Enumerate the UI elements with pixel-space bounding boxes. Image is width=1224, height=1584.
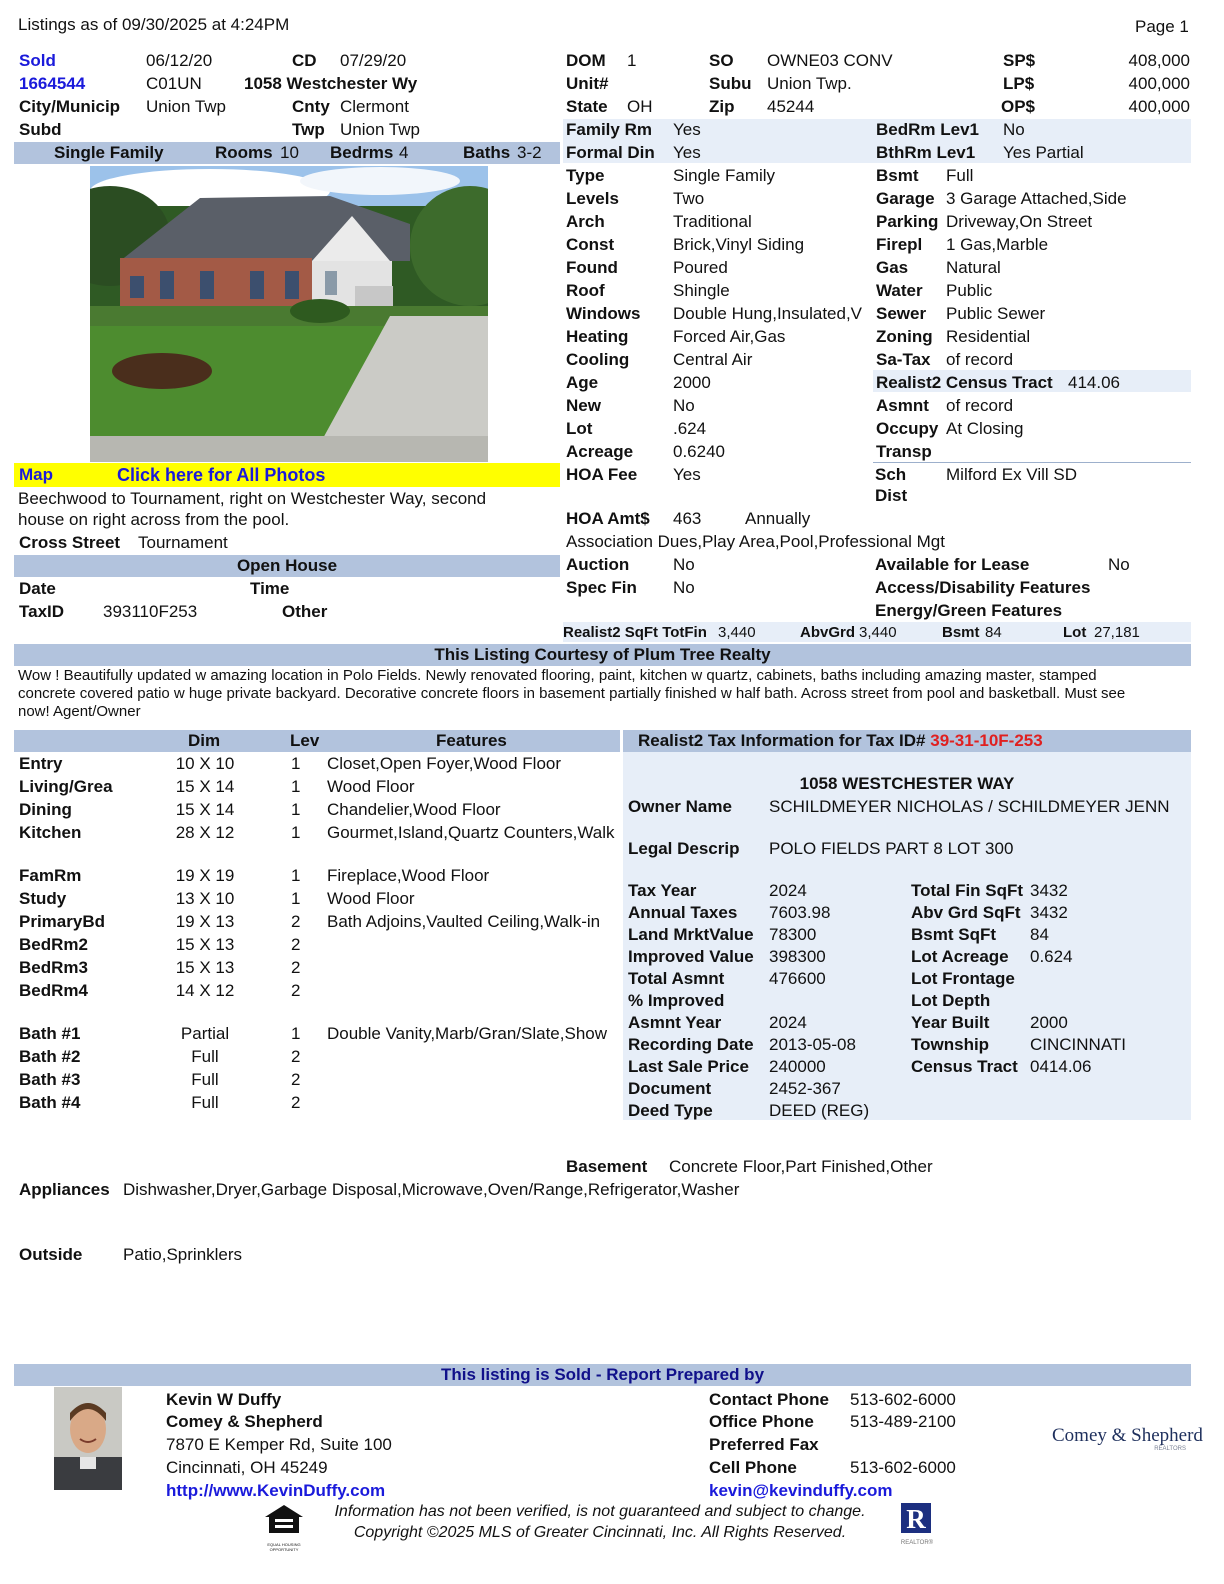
tax-value: 3432 bbox=[1030, 903, 1068, 922]
room-dim: Full bbox=[191, 1070, 219, 1089]
room-name: Bath #2 bbox=[19, 1047, 81, 1066]
svg-text:R: R bbox=[906, 1504, 926, 1534]
feature-value: Yes Partial bbox=[1003, 143, 1084, 162]
feature-label: Garage bbox=[876, 189, 935, 208]
room-features: Closet,Open Foyer,Wood Floor bbox=[327, 754, 562, 773]
courtesy: This Listing Courtesy of Plum Tree Realty bbox=[434, 645, 771, 664]
op: 400,000 bbox=[1128, 97, 1190, 116]
feature-label: Realist2 Census Tract bbox=[876, 373, 1053, 392]
room-features: Double Vanity,Marb/Gran/Slate,Show bbox=[327, 1024, 608, 1043]
realtor-icon bbox=[897, 1501, 941, 1545]
oh-date-label: Date bbox=[19, 579, 56, 598]
cd-label: CD bbox=[292, 51, 317, 70]
abvgrd-label: AbvGrd bbox=[800, 624, 856, 641]
sqft-bsmt: 84 bbox=[985, 624, 1002, 641]
zip: 45244 bbox=[767, 97, 815, 116]
remarks-line-1: Wow ! Beautifully updated w amazing location in Polo Fields. Newly renovated flooring, paint, kitchen w quartz, cabinets, baths including amazing master, stamped bbox=[18, 667, 1097, 684]
cell-phone-label: Cell Phone bbox=[709, 1458, 797, 1477]
map-link[interactable]: Map bbox=[19, 465, 53, 484]
baths-label: Baths bbox=[463, 143, 511, 162]
all-photos-link[interactable]: Click here for All Photos bbox=[117, 465, 326, 485]
sp-label: SP$ bbox=[1003, 51, 1036, 70]
room-level: 2 bbox=[291, 935, 301, 954]
tax-label: Lot Frontage bbox=[911, 969, 1015, 988]
feature-value: Yes bbox=[673, 143, 701, 162]
owner-name: SCHILDMEYER NICHOLAS / SCHILDMEYER JENN bbox=[769, 797, 1170, 816]
room-name: BedRm2 bbox=[19, 935, 88, 954]
so: OWNE03 CONV bbox=[767, 51, 893, 70]
disclaimer-line-1: Information has not been verified, is not guaranteed and subject to change. bbox=[334, 1503, 866, 1520]
company-logo-text: Comey & Shepherd bbox=[1052, 1425, 1203, 1446]
agent-city: Cincinnati, OH 45249 bbox=[166, 1458, 328, 1477]
feature-value: Poured bbox=[673, 258, 728, 277]
remarks-line-2: concrete covered patio w huge private backyard. Decorative concrete floors in basement partially finished w half bath. Across street from pool and basketball. Must see bbox=[18, 685, 1126, 702]
tax-label: Lot Acreage bbox=[911, 947, 1009, 966]
tax-label: Abv Grd SqFt bbox=[911, 903, 1021, 922]
rooms-dim-header: Dim bbox=[188, 731, 221, 750]
city: Union Twp bbox=[146, 97, 227, 116]
room-features: Chandelier,Wood Floor bbox=[327, 800, 501, 819]
bedrms-count: 4 bbox=[399, 143, 409, 162]
company-logo-sub: REALTORS bbox=[1154, 1446, 1186, 1452]
feature-value: of record bbox=[946, 396, 1014, 415]
legal-label: Legal Descrip bbox=[628, 839, 740, 858]
access-label: Access/Disability Features bbox=[875, 578, 1091, 597]
taxid: 393110F253 bbox=[103, 602, 198, 621]
subd-label: Subd bbox=[19, 120, 62, 139]
room-dim: 28 X 12 bbox=[175, 823, 235, 842]
basement-label: Basement bbox=[566, 1157, 648, 1176]
owner-label: Owner Name bbox=[628, 797, 732, 816]
feature-value: Driveway,On Street bbox=[946, 212, 1093, 231]
sp: 408,000 bbox=[1128, 51, 1190, 70]
dom-label: DOM bbox=[566, 51, 606, 70]
cd-date: 07/29/20 bbox=[340, 51, 407, 70]
tax-address: 1058 WESTCHESTER WAY bbox=[799, 774, 1015, 793]
mls-number-link[interactable]: 1664544 bbox=[19, 74, 86, 93]
lp-label: LP$ bbox=[1003, 74, 1035, 93]
tax-value: 398300 bbox=[769, 947, 826, 966]
feature-value: 3 Garage Attached,Side bbox=[946, 189, 1127, 208]
office-phone: 513-489-2100 bbox=[850, 1412, 956, 1431]
feature-value: Shingle bbox=[673, 281, 730, 300]
room-features: Fireplace,Wood Floor bbox=[327, 866, 490, 885]
agent-street: 7870 E Kemper Rd, Suite 100 bbox=[166, 1435, 392, 1454]
room-level: 2 bbox=[291, 981, 301, 1000]
report-title: Listings as of 09/30/2025 at 4:24PM bbox=[18, 15, 290, 34]
status: Sold bbox=[19, 51, 56, 70]
feature-value: Central Air bbox=[673, 350, 753, 369]
tax-value: 2024 bbox=[769, 1013, 807, 1032]
energy-label: Energy/Green Features bbox=[875, 601, 1063, 620]
realtor-text: REALTOR® bbox=[900, 1540, 934, 1546]
room-dim: 15 X 13 bbox=[175, 935, 235, 954]
feature-value: 1 Gas,Marble bbox=[946, 235, 1049, 254]
room-dim: Full bbox=[191, 1047, 219, 1066]
agent-photo bbox=[54, 1387, 122, 1490]
feature-label: Arch bbox=[566, 212, 605, 231]
unit-label: Unit# bbox=[566, 74, 609, 93]
lp: 400,000 bbox=[1128, 74, 1190, 93]
room-dim: Partial bbox=[180, 1024, 230, 1043]
room-dim: 15 X 13 bbox=[175, 958, 235, 977]
feature-value: Two bbox=[673, 189, 705, 208]
room-name: Bath #3 bbox=[19, 1070, 81, 1089]
room-name: Living/Grea bbox=[19, 777, 113, 796]
room-level: 1 bbox=[291, 866, 301, 885]
room-level: 1 bbox=[291, 777, 301, 796]
tax-value: 2024 bbox=[769, 881, 807, 900]
room-dim: 10 X 10 bbox=[175, 754, 235, 773]
auction-label: Auction bbox=[566, 555, 630, 574]
feature-label: New bbox=[566, 396, 601, 415]
room-level: 1 bbox=[291, 889, 301, 908]
feature-value: Residential bbox=[946, 327, 1031, 346]
dom: 1 bbox=[627, 51, 637, 70]
feature-value: Public bbox=[946, 281, 993, 300]
room-level: 1 bbox=[291, 823, 301, 842]
feature-value: Full bbox=[946, 166, 974, 185]
room-level: 2 bbox=[291, 1093, 301, 1112]
feature-value: Double Hung,Insulated,V bbox=[673, 304, 863, 323]
abvgrd: 3,440 bbox=[859, 624, 897, 641]
feature-value: .624 bbox=[673, 419, 707, 438]
room-level: 1 bbox=[291, 800, 301, 819]
feature-value: Traditional bbox=[673, 212, 752, 231]
feature-value: No bbox=[673, 396, 695, 415]
feature-label: Found bbox=[566, 258, 618, 277]
state: OH bbox=[627, 97, 653, 116]
subu-label: Subu bbox=[709, 74, 752, 93]
twp-label: Twp bbox=[292, 120, 325, 139]
tax-value: 0.624 bbox=[1030, 947, 1073, 966]
tax-value: 78300 bbox=[769, 925, 817, 944]
legal-description: POLO FIELDS PART 8 LOT 300 bbox=[769, 839, 1014, 858]
tax-value: 240000 bbox=[769, 1057, 826, 1076]
op-label: OP$ bbox=[1001, 97, 1036, 116]
tax-label: Improved Value bbox=[628, 947, 754, 966]
property-type: Single Family bbox=[54, 143, 164, 162]
tax-label: Total Asmnt bbox=[628, 969, 725, 988]
feature-label: Roof bbox=[566, 281, 605, 300]
feature-label: Cooling bbox=[566, 350, 630, 369]
feature-label: Sewer bbox=[876, 304, 927, 323]
room-features: Bath Adjoins,Vaulted Ceiling,Walk-in bbox=[327, 912, 601, 931]
oh-time-label: Time bbox=[250, 579, 290, 598]
room-dim: 13 X 10 bbox=[175, 889, 235, 908]
tax-label: Tax Year bbox=[628, 881, 697, 900]
cnty: Clermont bbox=[340, 97, 409, 116]
city-label: City/Municip bbox=[19, 97, 121, 116]
tax-value: CINCINNATI bbox=[1030, 1035, 1127, 1054]
other-label: Other bbox=[282, 602, 328, 621]
feature-label: Levels bbox=[566, 189, 619, 208]
room-dim: 15 X 14 bbox=[175, 777, 235, 796]
appliances: Dishwasher,Dryer,Garbage Disposal,Microwave,Oven/Range,Refrigerator,Washer bbox=[123, 1180, 740, 1199]
hoa-includes: Association Dues,Play Area,Pool,Professional Mgt bbox=[566, 532, 945, 551]
tax-label: Land MrktValue bbox=[628, 925, 754, 944]
feature-value: Yes bbox=[673, 120, 701, 139]
directions-line-1: Beechwood to Tournament, right on Westchester Way, second bbox=[18, 489, 487, 508]
tax-value: DEED (REG) bbox=[769, 1101, 870, 1120]
lease-label: Available for Lease bbox=[875, 555, 1030, 574]
feature-label: BedRm Lev1 bbox=[876, 120, 979, 139]
room-dim: Full bbox=[191, 1093, 219, 1112]
feature-value: At Closing bbox=[946, 419, 1024, 438]
hoa-freq: Annually bbox=[745, 509, 811, 528]
auction: No bbox=[673, 555, 695, 574]
feature-label: Zoning bbox=[876, 327, 933, 346]
tax-label: Document bbox=[628, 1079, 712, 1098]
feature-value: 0.6240 bbox=[673, 442, 725, 461]
hoa-fee: Yes bbox=[673, 465, 701, 484]
sch-label-1: Sch bbox=[875, 465, 907, 484]
tax-label: Last Sale Price bbox=[628, 1057, 749, 1076]
agent-company: Comey & Shepherd bbox=[166, 1412, 323, 1431]
sqft-label: Realist2 SqFt TotFin bbox=[563, 624, 707, 641]
room-dim: 14 X 12 bbox=[175, 981, 235, 1000]
cnty-label: Cnty bbox=[292, 97, 330, 116]
tax-value: 7603.98 bbox=[769, 903, 831, 922]
sqft-bsmt-label: Bsmt bbox=[942, 624, 980, 641]
tax-label: Recording Date bbox=[628, 1035, 754, 1054]
tax-value: 3432 bbox=[1030, 881, 1068, 900]
cross-street: Tournament bbox=[138, 533, 228, 552]
tax-label: Bsmt SqFt bbox=[911, 925, 996, 944]
rooms-count: 10 bbox=[280, 143, 299, 162]
cell-phone: 513-602-6000 bbox=[850, 1458, 956, 1477]
cross-street-label: Cross Street bbox=[19, 533, 121, 552]
tax-label: Deed Type bbox=[628, 1101, 713, 1120]
feature-label: Transp bbox=[876, 442, 932, 461]
feature-label: Family Rm bbox=[566, 120, 652, 139]
hoa-amt: 463 bbox=[673, 509, 702, 528]
feature-label: Asmnt bbox=[876, 396, 929, 415]
baths-count: 3-2 bbox=[517, 143, 542, 162]
feature-label: Gas bbox=[876, 258, 909, 277]
room-name: Bath #4 bbox=[19, 1093, 81, 1112]
rooms-lev-header: Lev bbox=[290, 731, 320, 750]
school-district: Milford Ex Vill SD bbox=[946, 465, 1077, 484]
feature-label: Bsmt bbox=[876, 166, 919, 185]
room-features: Gourmet,Island,Quartz Counters,Walk bbox=[327, 823, 615, 842]
room-name: BedRm4 bbox=[19, 981, 88, 1000]
room-name: Entry bbox=[19, 754, 63, 773]
tax-label: Census Tract bbox=[911, 1057, 1018, 1076]
room-dim: 19 X 13 bbox=[175, 912, 235, 931]
sqft-lot-label: Lot bbox=[1063, 624, 1087, 641]
feature-value: 2000 bbox=[673, 373, 711, 392]
address: 1058 Westchester Wy bbox=[244, 74, 418, 93]
tax-label: Lot Depth bbox=[911, 991, 991, 1010]
tax-label: Total Fin SqFt bbox=[911, 881, 1024, 900]
tax-label: Asmnt Year bbox=[628, 1013, 722, 1032]
open-house-title: Open House bbox=[236, 556, 338, 575]
room-name: BedRm3 bbox=[19, 958, 88, 977]
lease: No bbox=[1108, 555, 1130, 574]
feature-value: Public Sewer bbox=[946, 304, 1046, 323]
tax-value: 0414.06 bbox=[1030, 1057, 1092, 1076]
specfin-label: Spec Fin bbox=[566, 578, 637, 597]
state-label: State bbox=[566, 97, 608, 116]
equal-housing-text: EQUAL HOUSING OPPORTUNITY bbox=[267, 1542, 301, 1552]
room-name: Study bbox=[19, 889, 67, 908]
feature-label: Formal Din bbox=[566, 143, 655, 162]
room-dim: 19 X 19 bbox=[175, 866, 235, 885]
feature-divider bbox=[873, 462, 1191, 463]
feature-label: Heating bbox=[566, 327, 629, 346]
feature-value: 414.06 bbox=[1068, 373, 1120, 392]
footer-banner: This listing is Sold - Report Prepared by bbox=[440, 1365, 765, 1384]
specfin: No bbox=[673, 578, 695, 597]
house-photo[interactable] bbox=[90, 166, 488, 462]
feature-label: Type bbox=[566, 166, 605, 185]
feature-label: BthRm Lev1 bbox=[876, 143, 976, 162]
feature-label: Parking bbox=[876, 212, 939, 231]
rooms-features-header: Features bbox=[436, 731, 507, 750]
room-level: 2 bbox=[291, 1070, 301, 1089]
outside: Patio,Sprinklers bbox=[123, 1245, 243, 1264]
bedrms-label: Bedrms bbox=[330, 143, 394, 162]
room-level: 1 bbox=[291, 1024, 301, 1043]
tax-label: Year Built bbox=[911, 1013, 990, 1032]
feature-label: Age bbox=[566, 373, 599, 392]
tax-value: 476600 bbox=[769, 969, 826, 988]
agent-name: Kevin W Duffy bbox=[166, 1390, 282, 1409]
room-name: Dining bbox=[19, 800, 72, 819]
tax-id: 39-31-10F-253 bbox=[930, 731, 1043, 750]
tax-value: 84 bbox=[1030, 925, 1049, 944]
tax-label: Annual Taxes bbox=[628, 903, 738, 922]
appliances-label: Appliances bbox=[19, 1180, 110, 1199]
room-level: 2 bbox=[291, 1047, 301, 1066]
feature-value: Brick,Vinyl Siding bbox=[673, 235, 805, 254]
room-level: 2 bbox=[291, 912, 301, 931]
tax-label: Township bbox=[911, 1035, 990, 1054]
tax-label: % Improved bbox=[628, 991, 725, 1010]
room-dim: 15 X 14 bbox=[175, 800, 235, 819]
room-name: Kitchen bbox=[19, 823, 82, 842]
office-phone-label: Office Phone bbox=[709, 1412, 814, 1431]
feature-label: Sa-Tax bbox=[876, 350, 931, 369]
tax-title-text: Realist2 Tax Information for Tax ID# bbox=[638, 731, 926, 750]
agent-email-link[interactable]: kevin@kevinduffy.com bbox=[709, 1481, 893, 1500]
sqft-lot: 27,181 bbox=[1094, 624, 1140, 641]
agent-code: C01UN bbox=[146, 74, 202, 93]
feature-value: Single Family bbox=[673, 166, 776, 185]
room-level: 1 bbox=[291, 754, 301, 773]
feature-label: Windows bbox=[566, 304, 641, 323]
feature-value: No bbox=[1003, 120, 1025, 139]
feature-label: Const bbox=[566, 235, 615, 254]
room-name: FamRm bbox=[19, 866, 82, 885]
tax-value: 2452-367 bbox=[769, 1079, 841, 1098]
taxid-label: TaxID bbox=[19, 602, 65, 621]
feature-value: Natural bbox=[946, 258, 1001, 277]
preferred-fax-label: Preferred Fax bbox=[709, 1435, 819, 1454]
company-logo bbox=[1052, 1425, 1203, 1452]
tax-title bbox=[638, 730, 1043, 751]
feature-label: Lot bbox=[566, 419, 593, 438]
room-name: Bath #1 bbox=[19, 1024, 81, 1043]
page-number: Page 1 bbox=[1135, 17, 1189, 36]
sch-label-2: Dist bbox=[875, 486, 908, 505]
directions-line-2: house on right across from the pool. bbox=[18, 510, 290, 529]
sold-date: 06/12/20 bbox=[146, 51, 213, 70]
agent-website-link[interactable]: http://www.KevinDuffy.com bbox=[166, 1481, 386, 1500]
twp: Union Twp bbox=[340, 120, 421, 139]
room-features: Wood Floor bbox=[327, 889, 415, 908]
outside-label: Outside bbox=[19, 1245, 83, 1264]
basement: Concrete Floor,Part Finished,Other bbox=[669, 1157, 933, 1176]
hoa-amt-label: HOA Amt$ bbox=[566, 509, 650, 528]
room-name: PrimaryBd bbox=[19, 912, 105, 931]
feature-value: of record bbox=[946, 350, 1014, 369]
room-level: 2 bbox=[291, 958, 301, 977]
so-label: SO bbox=[709, 51, 734, 70]
subu: Union Twp. bbox=[767, 74, 852, 93]
hoa-fee-label: HOA Fee bbox=[566, 465, 638, 484]
disclaimer-line-2: Copyright ©2025 MLS of Greater Cincinnati, Inc. All Rights Reserved. bbox=[353, 1524, 847, 1541]
room-features: Wood Floor bbox=[327, 777, 415, 796]
sqft-total: 3,440 bbox=[718, 624, 756, 641]
rooms-label: Rooms bbox=[215, 143, 273, 162]
contact-phone: 513-602-6000 bbox=[850, 1390, 956, 1409]
feature-label: Firepl bbox=[876, 235, 923, 254]
feature-label: Water bbox=[876, 281, 923, 300]
remarks-line-3: now! Agent/Owner bbox=[18, 703, 141, 720]
zip-label: Zip bbox=[709, 97, 735, 116]
feature-value: Forced Air,Gas bbox=[673, 327, 786, 346]
feature-label: Acreage bbox=[566, 442, 634, 461]
feature-label: Occupy bbox=[876, 419, 939, 438]
tax-value: 2000 bbox=[1030, 1013, 1068, 1032]
contact-phone-label: Contact Phone bbox=[709, 1390, 829, 1409]
tax-value: 2013-05-08 bbox=[769, 1035, 856, 1054]
